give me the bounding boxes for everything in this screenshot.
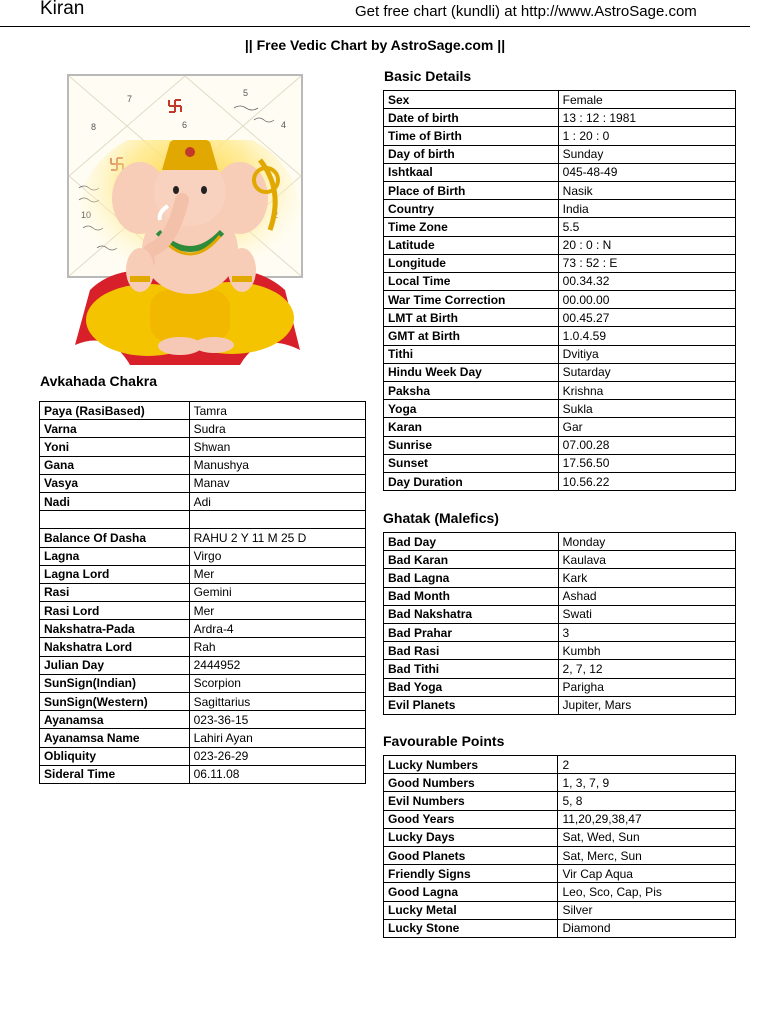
- row-value: 5.5: [558, 218, 735, 236]
- header-divider: [0, 26, 750, 27]
- row-value: 11,20,29,38,47: [558, 810, 736, 828]
- row-value: Mer: [189, 565, 365, 583]
- row-label: Nakshatra Lord: [40, 638, 190, 656]
- row-value: Diamond: [558, 919, 736, 937]
- table-row: [384, 145, 736, 163]
- table-row: [384, 472, 736, 490]
- row-label: Yoni: [40, 438, 190, 456]
- row-label: Paksha: [384, 382, 559, 400]
- table-row: [384, 533, 736, 551]
- row-value: Sagittarius: [189, 693, 365, 711]
- row-label: Obliquity: [40, 747, 190, 765]
- row-label: Day of birth: [384, 145, 559, 163]
- row-label: Country: [384, 200, 559, 218]
- table-row: [384, 236, 736, 254]
- ghatak-title: Ghatak (Malefics): [383, 510, 499, 526]
- row-label: Varna: [40, 420, 190, 438]
- table-row: [384, 382, 736, 400]
- row-label: Bad Day: [384, 533, 559, 551]
- row-value: 73 : 52 : E: [558, 254, 735, 272]
- row-value: Kaulava: [558, 551, 735, 569]
- row-label: Vasya: [40, 474, 190, 492]
- table-row: [384, 696, 736, 714]
- row-value: Dvitiya: [558, 345, 735, 363]
- table-row: [40, 511, 366, 529]
- row-label: Time of Birth: [384, 127, 559, 145]
- row-label: Lucky Stone: [384, 919, 558, 937]
- row-value: 20 : 0 : N: [558, 236, 735, 254]
- table-row: [40, 620, 366, 638]
- table-row: [40, 474, 366, 492]
- row-value: Krishna: [558, 382, 735, 400]
- table-row: [384, 91, 736, 109]
- row-value: Swati: [558, 605, 735, 623]
- row-value: Kark: [558, 569, 735, 587]
- table-row: [40, 547, 366, 565]
- table-row: [384, 109, 736, 127]
- table-row: [384, 218, 736, 236]
- row-value: 10.56.22: [558, 472, 735, 490]
- table-row: [384, 569, 736, 587]
- favourable-points-title: Favourable Points: [383, 733, 505, 749]
- row-value: Manav: [189, 474, 365, 492]
- row-value: Scorpion: [189, 674, 365, 692]
- row-label: GMT at Birth: [384, 327, 559, 345]
- row-label: Ishtkaal: [384, 163, 559, 181]
- table-row: [40, 747, 366, 765]
- avkahada-chakra-table: [39, 401, 366, 784]
- table-row: [384, 678, 736, 696]
- table-row: [384, 810, 736, 828]
- row-value: Ashad: [558, 587, 735, 605]
- row-label: Nadi: [40, 492, 190, 510]
- table-row: [40, 693, 366, 711]
- table-row: [384, 345, 736, 363]
- table-row: [384, 883, 736, 901]
- table-row: [384, 660, 736, 678]
- row-value: 023-26-29: [189, 747, 365, 765]
- row-value: Gemini: [189, 583, 365, 601]
- row-value: Adi: [189, 492, 365, 510]
- table-row: [40, 638, 366, 656]
- row-label: Sideral Time: [40, 765, 190, 783]
- row-label: Paya (RasiBased): [40, 402, 190, 420]
- table-row: [384, 828, 736, 846]
- table-row: [40, 565, 366, 583]
- table-row: [384, 901, 736, 919]
- row-label: Local Time: [384, 272, 559, 290]
- row-label: Bad Nakshatra: [384, 605, 559, 623]
- house-number: 6: [182, 120, 188, 130]
- row-label: Sex: [384, 91, 559, 109]
- table-row: [384, 200, 736, 218]
- table-row: [384, 254, 736, 272]
- row-value: Mer: [189, 602, 365, 620]
- row-label: Lagna: [40, 547, 190, 565]
- house-number: 4: [281, 120, 287, 130]
- row-label: Evil Numbers: [384, 792, 558, 810]
- table-row: [384, 436, 736, 454]
- table-row: [40, 656, 366, 674]
- row-value: Silver: [558, 901, 736, 919]
- row-value: 13 : 12 : 1981: [558, 109, 735, 127]
- table-row: [384, 756, 736, 774]
- row-value: Rah: [189, 638, 365, 656]
- table-row: [384, 642, 736, 660]
- row-label: Good Years: [384, 810, 558, 828]
- table-row: [384, 291, 736, 309]
- table-row: [384, 605, 736, 623]
- row-label: Good Lagna: [384, 883, 558, 901]
- table-row: [384, 623, 736, 641]
- row-label: SunSign(Indian): [40, 674, 190, 692]
- row-label: Bad Rasi: [384, 642, 559, 660]
- row-label: Lucky Days: [384, 828, 558, 846]
- table-row: [384, 792, 736, 810]
- table-row: [384, 272, 736, 290]
- row-label: LMT at Birth: [384, 309, 559, 327]
- row-label: Day Duration: [384, 472, 559, 490]
- table-row: [384, 327, 736, 345]
- table-row: [384, 919, 736, 937]
- table-row: [40, 438, 366, 456]
- avkahada-chakra-title: Avkahada Chakra: [40, 373, 157, 389]
- row-label: Karan: [384, 418, 559, 436]
- table-row: [384, 309, 736, 327]
- row-value: Virgo: [189, 547, 365, 565]
- row-label: Longitude: [384, 254, 559, 272]
- row-label: Bad Karan: [384, 551, 559, 569]
- row-value: Lahiri Ayan: [189, 729, 365, 747]
- row-label: Hindu Week Day: [384, 363, 559, 381]
- row-value: Manushya: [189, 456, 365, 474]
- row-label: Rasi: [40, 583, 190, 601]
- row-value: Nasik: [558, 181, 735, 199]
- row-value: Sunday: [558, 145, 735, 163]
- row-value: 2, 7, 12: [558, 660, 735, 678]
- table-row: [40, 729, 366, 747]
- table-row: [384, 774, 736, 792]
- row-value: Sukla: [558, 400, 735, 418]
- row-label: Tithi: [384, 345, 559, 363]
- table-row: [384, 551, 736, 569]
- row-label: Good Planets: [384, 846, 558, 864]
- row-value: Vir Cap Aqua: [558, 865, 736, 883]
- row-value: 3: [558, 623, 735, 641]
- table-row: [384, 587, 736, 605]
- row-value: 07.00.28: [558, 436, 735, 454]
- table-row: [40, 711, 366, 729]
- row-label: Lucky Numbers: [384, 756, 558, 774]
- row-label: Lagna Lord: [40, 565, 190, 583]
- row-value: RAHU 2 Y 11 M 25 D: [189, 529, 365, 547]
- house-number: 8: [91, 122, 97, 132]
- row-label: Bad Prahar: [384, 623, 559, 641]
- table-row: [384, 363, 736, 381]
- table-row: [40, 529, 366, 547]
- basic-details-table: [383, 90, 736, 491]
- header-link[interactable]: Get free chart (kundli) at http://www.AstroSage.com: [355, 3, 697, 20]
- document-title: || Free Vedic Chart by AstroSage.com ||: [244, 37, 506, 53]
- table-row: [40, 765, 366, 783]
- row-label: Bad Tithi: [384, 660, 559, 678]
- table-row: [384, 418, 736, 436]
- row-label: Evil Planets: [384, 696, 559, 714]
- table-row: [384, 127, 736, 145]
- row-value: Parigha: [558, 678, 735, 696]
- row-label: Date of birth: [384, 109, 559, 127]
- table-row: [40, 492, 366, 510]
- row-label: Gana: [40, 456, 190, 474]
- row-value: 023-36-15: [189, 711, 365, 729]
- row-value: 5, 8: [558, 792, 736, 810]
- row-value: 1.0.4.59: [558, 327, 735, 345]
- house-number: 5: [243, 88, 249, 98]
- table-row: [384, 865, 736, 883]
- row-label: Place of Birth: [384, 181, 559, 199]
- row-label: Bad Yoga: [384, 678, 559, 696]
- table-row: [40, 583, 366, 601]
- table-row: [40, 420, 366, 438]
- row-value: Jupiter, Mars: [558, 696, 735, 714]
- favourable-points-table: [383, 755, 736, 938]
- table-row: [384, 400, 736, 418]
- row-label: Ayanamsa Name: [40, 729, 190, 747]
- row-value: Ardra-4: [189, 620, 365, 638]
- ghatak-table: [383, 532, 736, 715]
- row-value: Shwan: [189, 438, 365, 456]
- row-label: War Time Correction: [384, 291, 559, 309]
- row-label: Latitude: [384, 236, 559, 254]
- row-label: Time Zone: [384, 218, 559, 236]
- table-row: [40, 402, 366, 420]
- row-value: 2: [558, 756, 736, 774]
- row-value: Sat, Merc, Sun: [558, 846, 736, 864]
- row-value: 1 : 20 : 0: [558, 127, 735, 145]
- row-value: 00.34.32: [558, 272, 735, 290]
- row-value: 1, 3, 7, 9: [558, 774, 736, 792]
- table-row: [40, 674, 366, 692]
- row-label: Friendly Signs: [384, 865, 558, 883]
- row-label: Bad Month: [384, 587, 559, 605]
- row-label: Bad Lagna: [384, 569, 559, 587]
- row-label: Good Numbers: [384, 774, 558, 792]
- header-name: Kiran: [40, 0, 85, 19]
- row-label: SunSign(Western): [40, 693, 190, 711]
- row-value: Gar: [558, 418, 735, 436]
- row-value: 00.00.00: [558, 291, 735, 309]
- row-value: 06.11.08: [189, 765, 365, 783]
- row-value: 045-48-49: [558, 163, 735, 181]
- row-value: Sudra: [189, 420, 365, 438]
- row-value: Leo, Sco, Cap, Pis: [558, 883, 736, 901]
- row-label: Sunset: [384, 454, 559, 472]
- row-label: Rasi Lord: [40, 602, 190, 620]
- basic-details-title: Basic Details: [384, 68, 472, 84]
- row-value: 17.56.50: [558, 454, 735, 472]
- row-value: 00.45.27: [558, 309, 735, 327]
- row-value: Kumbh: [558, 642, 735, 660]
- table-row: [40, 602, 366, 620]
- row-value: Monday: [558, 533, 735, 551]
- row-label: Nakshatra-Pada: [40, 620, 190, 638]
- row-value: Sutarday: [558, 363, 735, 381]
- ganesha-illustration: [60, 140, 310, 370]
- house-number: 7: [127, 94, 133, 104]
- row-value: Female: [558, 91, 735, 109]
- row-label: Ayanamsa: [40, 711, 190, 729]
- row-label: Julian Day: [40, 656, 190, 674]
- row-value: 2444952: [189, 656, 365, 674]
- row-label: [40, 511, 190, 529]
- row-label: Sunrise: [384, 436, 559, 454]
- table-row: [384, 163, 736, 181]
- table-row: [384, 454, 736, 472]
- table-row: [40, 456, 366, 474]
- row-value: Tamra: [189, 402, 365, 420]
- row-value: [189, 511, 365, 529]
- row-value: India: [558, 200, 735, 218]
- row-label: Balance Of Dasha: [40, 529, 190, 547]
- row-value: Sat, Wed, Sun: [558, 828, 736, 846]
- table-row: [384, 846, 736, 864]
- table-row: [384, 181, 736, 199]
- row-label: Lucky Metal: [384, 901, 558, 919]
- row-label: Yoga: [384, 400, 559, 418]
